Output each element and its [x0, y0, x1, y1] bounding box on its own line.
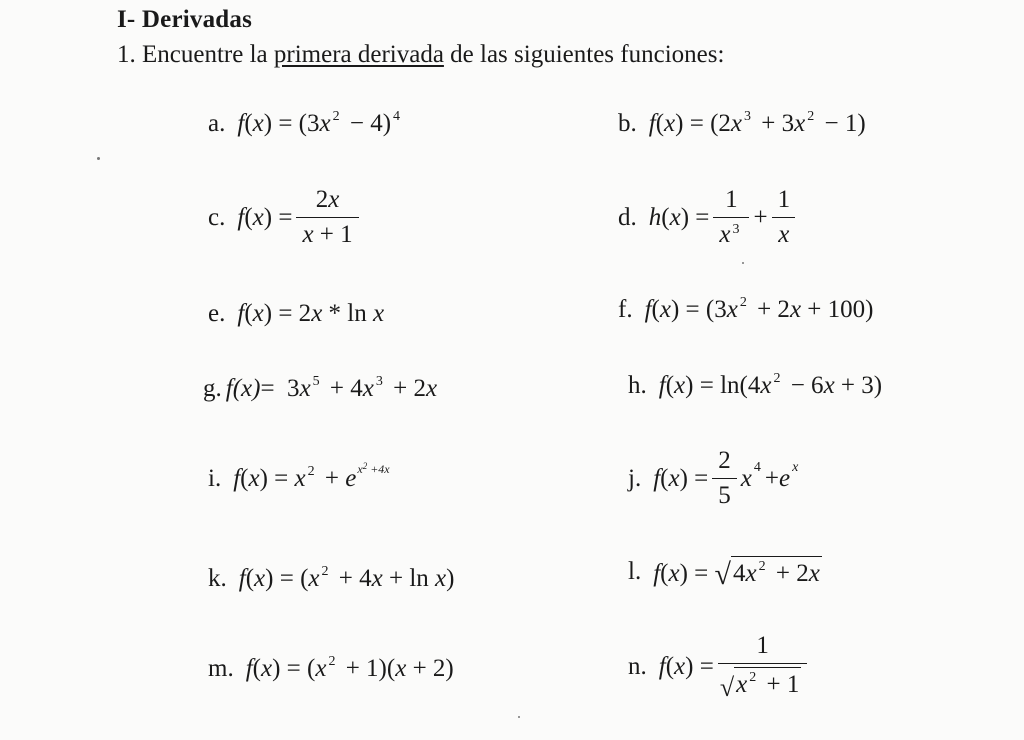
square-root: √ 4x $^2$ + 2x: [714, 558, 820, 591]
problem-expression: f(x) = (3x $^2$ − 4) $^4$: [237, 109, 401, 137]
problem-expression: f ( x ) = √ 4x $^2$ + 2x: [653, 558, 820, 591]
problem-expression: f(x) = ln(4x $^2$ − 6x + 3): [658, 371, 883, 399]
problem-label: d.: [618, 203, 637, 231]
problem-b: [618, 110, 866, 138]
problem-label: n.: [628, 652, 647, 680]
problem-label: l.: [628, 558, 642, 585]
problem-expression: f ( x ) = 1 √ x $^2$ + 1: [659, 632, 812, 701]
problem-label: h.: [628, 372, 647, 399]
problem-expression: f ( x ) = $\frac{2}{5}$ x 4 + e x: [653, 447, 799, 509]
problem-label: b.: [618, 110, 637, 137]
instruction-text-start: 1. Encuentre la: [117, 41, 274, 68]
problem-label: m.: [208, 655, 234, 682]
problem-label: k.: [208, 565, 227, 592]
problem-label: i.: [208, 465, 222, 492]
problem-label: j.: [628, 464, 642, 492]
problem-i: [208, 461, 390, 493]
problem-h: [628, 372, 882, 400]
problem-n: [628, 632, 811, 701]
problem-k: [208, 565, 454, 593]
problem-g: [203, 375, 437, 403]
problem-label: e.: [208, 300, 226, 327]
problem-expression: f ( x ) = $\frac{2x}{x + 1}$: [237, 186, 362, 249]
problem-expression: f(x) = 2x * ln x: [237, 300, 385, 327]
problem-c: [208, 186, 363, 249]
problem-expression: f(x)= 3x $^5$ + 4x $^3$ + 2x: [225, 374, 438, 402]
instruction-line: [117, 41, 724, 69]
problem-l: [628, 556, 822, 591]
scan-speck: [742, 262, 744, 264]
instruction-underlined: primera derivada: [273, 41, 444, 68]
problem-expression: f(x) = (x $^2$ + 1)(x + 2): [245, 654, 454, 682]
fraction: $\frac{2}{5}$: [712, 447, 737, 510]
problem-label: c.: [208, 203, 226, 231]
problem-expression: h ( x ) = $\frac{1}{x ^3}$ + $\frac{1}{x}$: [649, 186, 800, 249]
fraction: $\frac{2x}{x + 1}$: [296, 186, 358, 249]
problem-label: f.: [618, 296, 633, 323]
problem-expression: f(x) = (2x $^3$ + 3x $^2$ − 1): [648, 109, 866, 137]
problem-expression: f(x) = x $^2 + e^{x^2 +4x}$: [233, 461, 390, 492]
problem-f: [618, 296, 873, 324]
scan-speck: [518, 716, 520, 718]
problem-a: [208, 110, 404, 138]
problem-label: a.: [208, 110, 226, 137]
fraction: 1 √ x $^2$ + 1: [718, 632, 808, 701]
section-title: I- Derivadas: [117, 6, 253, 33]
problem-m: [208, 655, 454, 683]
problem-expression: f(x) = (3x $^2$ + 2x + 100): [644, 295, 874, 323]
problem-label: g.: [203, 375, 222, 402]
scan-speck: [97, 157, 100, 160]
problem-e: [208, 300, 384, 328]
fraction: $\frac{1}{x ^3}$: [713, 186, 749, 249]
problem-d: [618, 186, 800, 249]
instruction-text-end: de las siguientes funciones:: [443, 41, 725, 68]
fraction: $\frac{1}{x}$: [772, 186, 797, 249]
problem-j: [628, 447, 802, 510]
square-root: √ x $^2$ + 1: [720, 667, 802, 699]
problem-expression: f(x) = (x $^2$ + 4x + ln x): [238, 564, 455, 592]
